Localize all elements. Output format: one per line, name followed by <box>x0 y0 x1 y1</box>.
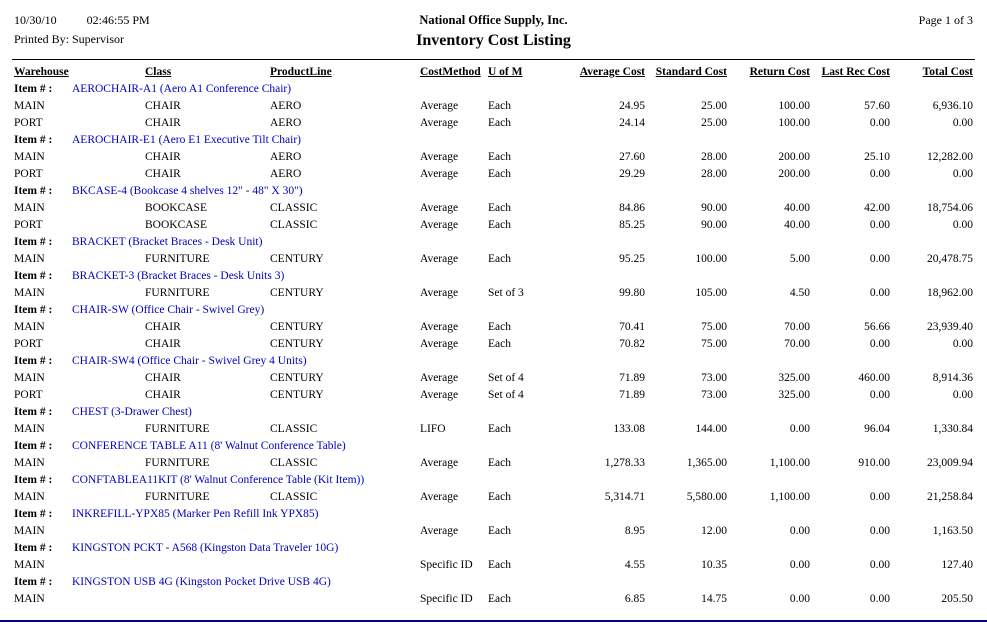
table-cell: FURNITURE <box>145 252 210 265</box>
table-cell: 40.00 <box>784 218 810 231</box>
table-cell: MAIN <box>14 558 45 571</box>
table-cell: 70.00 <box>784 337 810 350</box>
table-cell: 70.82 <box>619 337 645 350</box>
table-cell: 56.66 <box>864 320 890 333</box>
table-cell: MAIN <box>14 456 45 469</box>
table-cell: LIFO <box>420 422 446 435</box>
table-cell: 1,365.00 <box>686 456 727 469</box>
item-group-row <box>14 267 973 284</box>
table-cell: AERO <box>270 150 302 163</box>
table-cell <box>145 556 270 573</box>
column-header-average-cost: Average Cost <box>579 65 645 78</box>
table-row <box>14 199 973 216</box>
table-cell: 73.00 <box>701 388 727 401</box>
table-cell: 0.00 <box>869 592 890 605</box>
table-cell: Average <box>420 116 459 129</box>
column-header-productline: ProductLine <box>270 65 332 78</box>
item-number-label: Item # : <box>14 303 53 316</box>
table-cell: Average <box>420 388 459 401</box>
item-number-label: Item # : <box>14 235 53 248</box>
table-cell: FURNITURE <box>145 490 210 503</box>
table-cell: 1,163.50 <box>932 524 973 537</box>
table-cell: MAIN <box>14 201 45 214</box>
table-cell <box>145 590 270 607</box>
table-cell: MAIN <box>14 524 45 537</box>
table-cell: 0.00 <box>789 524 810 537</box>
table-cell: CHAIR <box>145 150 181 163</box>
table-cell: 205.50 <box>941 592 973 605</box>
table-cell: 0.00 <box>869 337 890 350</box>
table-cell <box>270 522 420 539</box>
table-row <box>14 590 973 607</box>
table-cell: MAIN <box>14 422 45 435</box>
table-cell: 325.00 <box>778 388 810 401</box>
table-cell: CHAIR <box>145 388 181 401</box>
table-row <box>14 386 973 403</box>
table-cell: BOOKCASE <box>145 201 207 214</box>
table-cell: 6.85 <box>624 592 645 605</box>
item-link: CONFERENCE TABLE A11 (8' Walnut Conference Table) <box>72 439 346 452</box>
table-cell: AERO <box>270 99 302 112</box>
item-link: CONFTABLEA11KIT (8' Walnut Conference Table (Kit Item)) <box>72 473 365 486</box>
column-header-standard-cost: Standard Cost <box>655 65 727 78</box>
item-group-row <box>14 539 973 556</box>
table-cell: 70.00 <box>784 320 810 333</box>
table-header-row <box>14 63 973 80</box>
table-cell: 100.00 <box>695 252 727 265</box>
table-cell: 127.40 <box>941 558 973 571</box>
table-cell <box>145 522 270 539</box>
item-link: KINGSTON PCKT - A568 (Kingston Data Traveler 10G) <box>72 541 339 554</box>
item-link: KINGSTON USB 4G (Kingston Pocket Drive USB 4G) <box>72 575 331 588</box>
table-cell: PORT <box>14 116 43 129</box>
table-cell: 71.89 <box>619 388 645 401</box>
table-cell: 200.00 <box>778 150 810 163</box>
table-cell: 5.00 <box>789 252 810 265</box>
table-cell: 25.10 <box>864 150 890 163</box>
table-row <box>14 97 973 114</box>
table-row <box>14 488 973 505</box>
item-group-row <box>14 233 973 250</box>
item-group-row <box>14 182 973 199</box>
table-cell: 0.00 <box>869 286 890 299</box>
table-cell: 144.00 <box>695 422 727 435</box>
header-rule <box>12 59 975 60</box>
item-link: BRACKET (Bracket Braces - Desk Unit) <box>72 235 263 248</box>
table-cell: 0.00 <box>789 592 810 605</box>
table-cell: Each <box>488 201 511 214</box>
table-cell: 0.00 <box>952 218 973 231</box>
table-cell: Each <box>488 252 511 265</box>
table-cell: 0.00 <box>789 558 810 571</box>
table-cell: CLASSIC <box>270 218 318 231</box>
table-cell: PORT <box>14 167 43 180</box>
table-cell: Average <box>420 524 459 537</box>
item-link: BRACKET-3 (Bracket Braces - Desk Units 3) <box>72 269 285 282</box>
table-cell: 0.00 <box>789 422 810 435</box>
table-cell: CENTURY <box>270 337 324 350</box>
table-cell: CENTURY <box>270 388 324 401</box>
company-name: National Office Supply, Inc. <box>419 13 568 27</box>
printed-by: Printed By: Supervisor <box>14 32 124 46</box>
table-cell: 1,330.84 <box>932 422 973 435</box>
item-number-label: Item # : <box>14 575 53 588</box>
column-header-total-cost: Total Cost <box>922 65 973 78</box>
table-cell: Average <box>420 456 459 469</box>
table-cell: Average <box>420 490 459 503</box>
table-row <box>14 284 973 301</box>
table-cell: Specific ID <box>420 558 473 571</box>
item-group-row <box>14 505 973 522</box>
table-cell: FURNITURE <box>145 286 210 299</box>
table-cell: CHAIR <box>145 371 181 384</box>
table-cell: 71.89 <box>619 371 645 384</box>
column-header-last-rec-cost: Last Rec Cost <box>821 65 890 78</box>
table-cell: 27.60 <box>619 150 645 163</box>
table-cell: FURNITURE <box>145 422 210 435</box>
table-cell: 0.00 <box>869 558 890 571</box>
table-cell: 4.50 <box>789 286 810 299</box>
column-header-return-cost: Return Cost <box>749 65 810 78</box>
table-cell: CHAIR <box>145 116 181 129</box>
table-row <box>14 335 973 352</box>
table-cell: CLASSIC <box>270 490 318 503</box>
table-cell: 29.29 <box>619 167 645 180</box>
table-cell: Each <box>488 524 511 537</box>
item-number-label: Item # : <box>14 507 53 520</box>
table-cell: CHAIR <box>145 99 181 112</box>
table-cell: CLASSIC <box>270 456 318 469</box>
table-row <box>14 165 973 182</box>
report-title: Inventory Cost Listing <box>416 32 571 49</box>
table-cell: 133.08 <box>613 422 645 435</box>
table-cell: 5,314.71 <box>604 490 645 503</box>
table-row <box>14 522 973 539</box>
item-link: AEROCHAIR-E1 (Aero E1 Executive Tilt Chair) <box>72 133 302 146</box>
table-cell: 100.00 <box>778 116 810 129</box>
table-row <box>14 114 973 131</box>
table-cell: CLASSIC <box>270 201 318 214</box>
table-cell: Each <box>488 558 511 571</box>
table-cell: 100.00 <box>778 99 810 112</box>
table-cell: Average <box>420 286 459 299</box>
header-left <box>14 13 416 47</box>
item-group-row <box>14 573 973 590</box>
table-cell: 90.00 <box>701 201 727 214</box>
table-row <box>14 556 973 573</box>
item-link: BKCASE-4 (Bookcase 4 shelves 12" - 48" X 30") <box>72 184 303 197</box>
item-number-label: Item # : <box>14 541 53 554</box>
table-cell: 24.14 <box>619 116 645 129</box>
table-cell: 4.55 <box>624 558 645 571</box>
table-cell: Set of 4 <box>488 388 524 401</box>
table-cell: Each <box>488 456 511 469</box>
table-cell: 0.00 <box>952 337 973 350</box>
table-cell: 1,100.00 <box>769 456 810 469</box>
table-cell: MAIN <box>14 252 45 265</box>
table-cell: 10.35 <box>701 558 727 571</box>
table-cell <box>270 556 420 573</box>
item-group-row <box>14 80 973 97</box>
table-cell: 25.00 <box>701 116 727 129</box>
report-table-body <box>14 80 973 607</box>
table-cell: 40.00 <box>784 201 810 214</box>
table-cell: MAIN <box>14 150 45 163</box>
table-cell: FURNITURE <box>145 456 210 469</box>
column-header-warehouse: Warehouse <box>14 65 69 78</box>
table-cell: 0.00 <box>952 116 973 129</box>
table-cell: 18,962.00 <box>927 286 973 299</box>
table-cell: CHAIR <box>145 167 181 180</box>
table-cell: Set of 4 <box>488 371 524 384</box>
table-row <box>14 420 973 437</box>
table-cell: 200.00 <box>778 167 810 180</box>
table-cell: Average <box>420 252 459 265</box>
item-number-label: Item # : <box>14 133 53 146</box>
table-cell: MAIN <box>14 371 45 384</box>
table-cell: 1,278.33 <box>604 456 645 469</box>
page-footer-rule <box>0 620 987 622</box>
table-cell: AERO <box>270 116 302 129</box>
table-cell: MAIN <box>14 320 45 333</box>
item-number-label: Item # : <box>14 439 53 452</box>
table-cell: CENTURY <box>270 252 324 265</box>
table-cell: 0.00 <box>869 252 890 265</box>
table-row <box>14 148 973 165</box>
table-cell: AERO <box>270 167 302 180</box>
table-cell: 460.00 <box>858 371 890 384</box>
item-link: CHEST (3-Drawer Chest) <box>72 405 192 418</box>
table-cell: 6,936.10 <box>932 99 973 112</box>
report-header <box>0 0 987 50</box>
table-cell: 18,754.06 <box>927 201 973 214</box>
table-row <box>14 250 973 267</box>
table-cell: MAIN <box>14 286 45 299</box>
table-cell: 57.60 <box>864 99 890 112</box>
item-number-label: Item # : <box>14 82 53 95</box>
item-link: INKREFILL-YPX85 (Marker Pen Refill Ink YPX85) <box>72 507 319 520</box>
report-table <box>14 63 973 607</box>
table-cell: 910.00 <box>858 456 890 469</box>
table-row <box>14 454 973 471</box>
table-cell: Average <box>420 99 459 112</box>
item-number-label: Item # : <box>14 405 53 418</box>
table-cell: Average <box>420 201 459 214</box>
table-cell: 90.00 <box>701 218 727 231</box>
table-cell: Each <box>488 320 511 333</box>
item-group-row <box>14 471 973 488</box>
table-cell: 23,939.40 <box>927 320 973 333</box>
table-cell: 96.04 <box>864 422 890 435</box>
table-cell: 8.95 <box>624 524 645 537</box>
table-cell: Average <box>420 371 459 384</box>
item-number-label: Item # : <box>14 354 53 367</box>
table-cell: Each <box>488 99 511 112</box>
table-cell: 28.00 <box>701 167 727 180</box>
table-cell: CENTURY <box>270 371 324 384</box>
table-cell: Average <box>420 218 459 231</box>
item-group-row <box>14 352 973 369</box>
table-cell: Set of 3 <box>488 286 524 299</box>
table-cell: CENTURY <box>270 286 324 299</box>
table-cell: 75.00 <box>701 337 727 350</box>
table-cell: Each <box>488 218 511 231</box>
table-cell: 28.00 <box>701 150 727 163</box>
table-row <box>14 369 973 386</box>
table-cell: MAIN <box>14 99 45 112</box>
item-number-label: Item # : <box>14 473 53 486</box>
table-cell: 0.00 <box>952 388 973 401</box>
report-date: 10/30/10 <box>14 13 57 27</box>
item-number-label: Item # : <box>14 184 53 197</box>
table-cell: 5,580.00 <box>686 490 727 503</box>
table-cell: MAIN <box>14 490 45 503</box>
table-cell: Each <box>488 150 511 163</box>
table-cell: 0.00 <box>869 388 890 401</box>
table-cell: Specific ID <box>420 592 473 605</box>
table-cell <box>270 590 420 607</box>
table-cell: 0.00 <box>869 167 890 180</box>
item-link: AEROCHAIR-A1 (Aero A1 Conference Chair) <box>72 82 292 95</box>
table-cell: 1,100.00 <box>769 490 810 503</box>
table-cell: Average <box>420 167 459 180</box>
table-cell: PORT <box>14 388 43 401</box>
table-cell: 12.00 <box>701 524 727 537</box>
table-cell: CENTURY <box>270 320 324 333</box>
table-cell: 20,478.75 <box>927 252 973 265</box>
table-cell: 95.25 <box>619 252 645 265</box>
item-number-label: Item # : <box>14 269 53 282</box>
date-time-line <box>14 13 416 28</box>
table-cell: 0.00 <box>869 524 890 537</box>
table-cell: CHAIR <box>145 337 181 350</box>
item-group-row <box>14 437 973 454</box>
table-cell: Each <box>488 422 511 435</box>
column-header-class: Class <box>145 65 172 78</box>
table-row <box>14 318 973 335</box>
table-cell: 0.00 <box>952 167 973 180</box>
table-cell: 21,258.84 <box>927 490 973 503</box>
table-cell: 0.00 <box>869 490 890 503</box>
table-cell: 70.41 <box>619 320 645 333</box>
table-cell: 42.00 <box>864 201 890 214</box>
table-cell: CHAIR <box>145 320 181 333</box>
table-cell: 85.25 <box>619 218 645 231</box>
table-cell: 84.86 <box>619 201 645 214</box>
item-group-row <box>14 403 973 420</box>
table-cell: 23,009.94 <box>927 456 973 469</box>
table-cell: Average <box>420 337 459 350</box>
column-header-costmethod: CostMethod <box>420 65 481 78</box>
item-group-row <box>14 301 973 318</box>
table-cell: 24.95 <box>619 99 645 112</box>
table-cell: Average <box>420 320 459 333</box>
column-header-u-of-m: U of M <box>488 65 523 78</box>
table-cell: 75.00 <box>701 320 727 333</box>
table-cell: 105.00 <box>695 286 727 299</box>
table-cell: 99.80 <box>619 286 645 299</box>
table-cell: Each <box>488 337 511 350</box>
item-link: CHAIR-SW (Office Chair - Swivel Grey) <box>72 303 265 316</box>
table-cell: 0.00 <box>869 116 890 129</box>
page-number: Page 1 of 3 <box>918 13 973 27</box>
table-cell: 12,282.00 <box>927 150 973 163</box>
table-cell: CLASSIC <box>270 422 318 435</box>
table-cell: Each <box>488 490 511 503</box>
table-cell: 0.00 <box>869 218 890 231</box>
table-cell: PORT <box>14 337 43 350</box>
item-link: CHAIR-SW4 (Office Chair - Swivel Grey 4 Units) <box>72 354 307 367</box>
table-cell: 325.00 <box>778 371 810 384</box>
table-cell: MAIN <box>14 592 45 605</box>
header-center <box>416 13 571 50</box>
table-cell: BOOKCASE <box>145 218 207 231</box>
table-row <box>14 216 973 233</box>
table-cell: 14.75 <box>701 592 727 605</box>
table-cell: Each <box>488 167 511 180</box>
report-time: 02:46:55 PM <box>86 13 150 27</box>
table-cell: 8,914.36 <box>932 371 973 384</box>
table-cell: 73.00 <box>701 371 727 384</box>
table-cell: 25.00 <box>701 99 727 112</box>
table-cell: Each <box>488 116 511 129</box>
item-group-row <box>14 131 973 148</box>
table-cell: PORT <box>14 218 43 231</box>
table-cell: Each <box>488 592 511 605</box>
table-cell: Average <box>420 150 459 163</box>
